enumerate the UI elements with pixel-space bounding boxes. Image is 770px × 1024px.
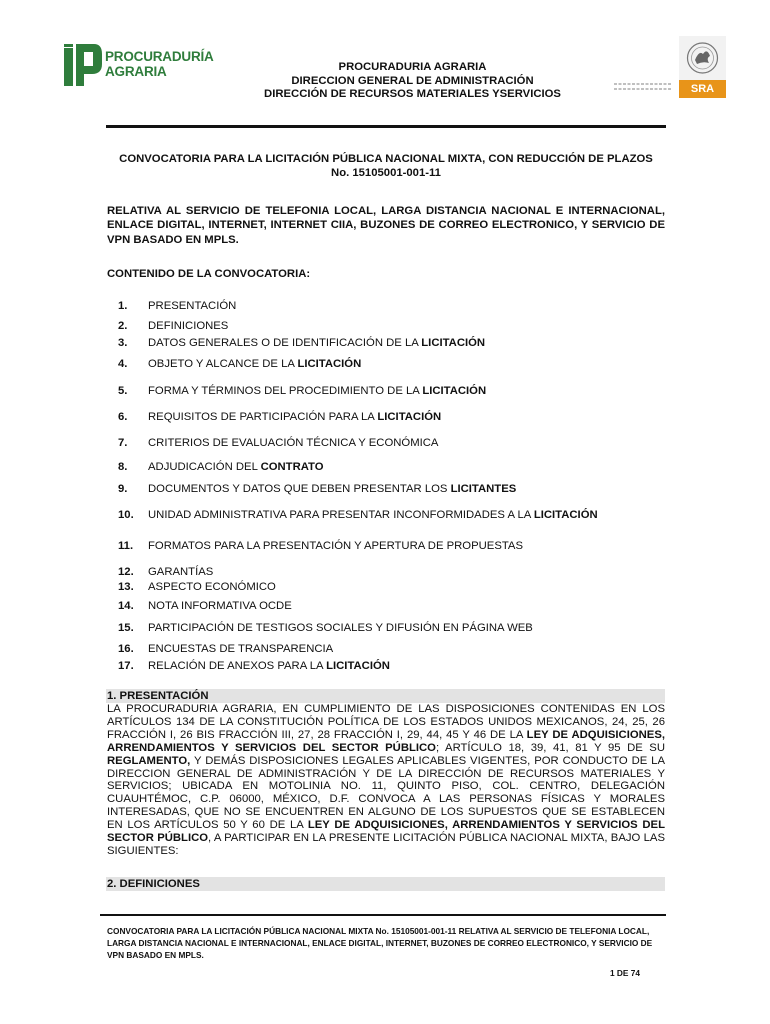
header-line-2: DIRECCION GENERAL DE ADMINISTRACIÓN [291, 74, 534, 87]
header-line-1: PROCURADURIA AGRARIA [338, 61, 487, 73]
toc-number: 11. [118, 540, 134, 552]
toc-label: ENCUESTAS DE TRANSPARENCIA [148, 643, 334, 655]
toc-label-bold: LICITACIÓN [377, 411, 442, 423]
toc-item-documentos[interactable] [148, 483, 516, 495]
toc-number: 10. [118, 509, 134, 521]
toc-number: 7. [118, 437, 128, 449]
toc-number: 6. [118, 411, 128, 423]
document-title [100, 153, 672, 180]
toc-number: 15. [118, 622, 134, 634]
section-1-heading: 1. PRESENTACIÓN [106, 689, 665, 703]
toc-label: FORMATOS PARA LA PRESENTACIÓN Y APERTURA DE PROPUESTAS [148, 540, 523, 552]
eagle-seal-icon [679, 36, 726, 80]
contents-heading: CONTENIDO DE LA CONVOCATORIA: [107, 268, 311, 280]
toc-label: RELACIÓN DE ANEXOS PARA LA [148, 660, 327, 672]
toc-number: 12. [118, 566, 134, 578]
toc-label: PRESENTACIÓN [148, 300, 237, 312]
toc-label: REQUISITOS DE PARTICIPACIÓN PARA LA [148, 411, 378, 423]
logo-text-line1: PROCURADURÍA [105, 49, 214, 64]
toc-label: DATOS GENERALES O DE IDENTIFICACIÓN DE LA [148, 337, 422, 349]
toc-label-bold: LICITACIÓN [422, 385, 487, 397]
section-2-heading: 2. DEFINICIONES [106, 877, 665, 891]
toc-item-datos-generales[interactable] [148, 337, 485, 349]
toc-item-presentacion[interactable] [148, 300, 236, 312]
toc-number: 8. [118, 461, 128, 473]
section-1-body [107, 703, 665, 858]
toc-label: CRITERIOS DE EVALUACIÓN TÉCNICA Y ECONÓMICA [148, 437, 439, 449]
toc-item-adjudicacion[interactable] [148, 461, 324, 473]
procuraduria-logo [64, 44, 214, 86]
toc-label-bold: LICITACIÓN [326, 660, 390, 672]
page-number: 1 DE 74 [610, 968, 640, 978]
header-divider [106, 125, 666, 128]
toc-number: 17. [118, 660, 134, 672]
toc-label-bold: LICITANTES [450, 483, 517, 495]
section-1-reglamento: REGLAMENTO, [107, 754, 191, 767]
toc-label: OBJETO Y ALCANCE DE LA [148, 358, 298, 370]
toc-item-criterios[interactable] [148, 437, 438, 449]
page-footer: CONVOCATORIA PARA LA LICITACIÓN PÚBLICA NACIONAL MIXTA No. 15105001-001-11 RELATIVA AL SERVICIO DE TELEFONIA LOCAL, LARGA DISTANCIA NACIONAL E INTERNACIONAL, ENLACE DIGITAL, INTERNET, BUZONES DE CORREO ELECTRONICO, Y SERVICIO DE VPN BASADO EN MPLS. [107, 926, 653, 960]
logo-text-line2: AGRARIA [105, 64, 167, 79]
section-1-text: LA PROCURADURIA AGRARIA, EN CUMPLIMIENTO DE LAS DISPOSICIONES CONTENIDAS EN LOS ARTÍCULOS 134 DE LA CONSTITUCIÓN POLÍTICA DE LOS ESTADOS UNIDOS MEXICANOS, 24, 25, 26 FRACCIÓN I, 26 BIS FRACCIÓN III, 27, 28 FRACCIÓN I, 29, 44, 45 Y 46 DE LA [107, 703, 665, 741]
toc-item-aspecto-economico[interactable] [148, 581, 276, 593]
toc-label: ADJUDICACIÓN DEL [148, 461, 261, 473]
toc-item-anexos[interactable] [148, 660, 390, 672]
toc-item-garantias[interactable] [148, 566, 213, 578]
section-1-text: , A PARTICIPAR EN LA PRESENTE LICITACIÓN PÚBLICA NACIONAL MIXTA, BAJO LAS SIGUIENTES: [107, 832, 665, 857]
sra-label: SRA [679, 80, 726, 98]
toc-item-objeto[interactable] [148, 358, 361, 370]
toc-item-formatos[interactable] [148, 540, 523, 552]
title-line-2: No. 15105001-001-11 [331, 166, 441, 179]
header-line-3: DIRECCIÓN DE RECURSOS MATERIALES YSERVICIOS [264, 88, 561, 100]
toc-item-testigos-sociales[interactable] [148, 622, 533, 634]
section-1-text: ; ARTÍCULO 18, 39, 41, 81 Y 95 DE SU [435, 741, 666, 754]
section-1-law-name: LEY DE ADQUISICIONES, ARRENDAMIENTOS Y SERVICIOS DEL SECTOR PÚBLICO [107, 819, 665, 845]
toc-label-bold: LICITACIÓN [533, 509, 598, 521]
toc-number: 14. [118, 600, 134, 612]
sra-badge [679, 36, 726, 100]
toc-item-requisitos[interactable] [148, 411, 441, 423]
toc-number: 1. [118, 300, 128, 312]
toc-label: NOTA INFORMATIVA OCDE [148, 600, 292, 612]
service-description: RELATIVA AL SERVICIO DE TELEFONIA LOCAL, LARGA DISTANCIA NACIONAL E INTERNACIONAL, ENLACE DIGITAL, INTERNET, INTERNET CIIA, BUZONES DE CORREO ELECTRONICO, Y SERVICIO DE VPN BASADO EN MPLS. [107, 205, 665, 246]
toc-item-definiciones[interactable] [148, 320, 228, 332]
toc-item-forma-terminos[interactable] [148, 385, 486, 397]
toc-label-bold: LICITACIÓN [421, 337, 486, 349]
toc-label: UNIDAD ADMINISTRATIVA PARA PRESENTAR INCONFORMIDADES A LA [148, 509, 534, 521]
section-1-law-name: LEY DE ADQUISICIONES, ARRENDAMIENTOS Y SERVICIOS DEL SECTOR PÚBLICO [107, 728, 665, 754]
toc-label: ASPECTO ECONÓMICO [148, 581, 276, 593]
toc-label-bold: LICITACIÓN [297, 358, 362, 370]
toc-label: PARTICIPACIÓN DE TESTIGOS SOCIALES Y DIFUSIÓN EN PÁGINA WEB [148, 622, 533, 634]
toc-label: DEFINICIONES [148, 320, 229, 332]
toc-number: 13. [118, 581, 134, 593]
title-line-1: CONVOCATORIA PARA LA LICITACIÓN PÚBLICA NACIONAL MIXTA, CON REDUCCIÓN DE PLAZOS [119, 153, 653, 165]
toc-label: GARANTÍAS [148, 566, 214, 578]
toc-number: 3. [118, 337, 128, 349]
footer-divider [100, 914, 666, 916]
toc-number: 2. [118, 320, 128, 332]
toc-label-bold: CONTRATO [260, 461, 324, 473]
toc-label: DOCUMENTOS Y DATOS QUE DEBEN PRESENTAR LOS [148, 483, 451, 495]
procuraduria-logo-icon [64, 44, 102, 86]
toc-number: 5. [118, 385, 128, 397]
toc-number: 9. [118, 483, 128, 495]
section-1-text: Y DEMÁS DISPOSICIONES LEGALES APLICABLES VIGENTES, POR CONDUCTO DE LA DIRECCION GENERAL DE ADMINISTRACIÓN Y DE LA DIRECCIÓN DE RECURSOS MATERIALES Y SERVICIOS; UBICADA EN MOTOLINIA NO. 11, QUINTO PISO, COL. CENTRO, DELEGACIÓN CUAUHTÉMOC, C.P. 06000, MÉXICO, D.F. CONVOCA A LAS PERSONAS FÍSICAS Y MORALES INTERESADAS, QUE NO SE ENCUENTREN EN ALGUNO DE LOS SUPUESTOS QUE SE ESTABLECEN EN LOS ARTÍCULOS 50 Y 60 DE LA [107, 754, 665, 832]
toc-item-nota-ocde[interactable] [148, 600, 292, 612]
secretaria-wordmark-icon [614, 82, 672, 92]
header-title [180, 61, 645, 102]
toc-item-encuestas[interactable] [148, 643, 333, 655]
toc-label: FORMA Y TÉRMINOS DEL PROCEDIMIENTO DE LA [148, 385, 423, 397]
toc-item-inconformidades[interactable] [148, 509, 598, 521]
toc-number: 4. [118, 358, 128, 370]
toc-number: 16. [118, 643, 134, 655]
